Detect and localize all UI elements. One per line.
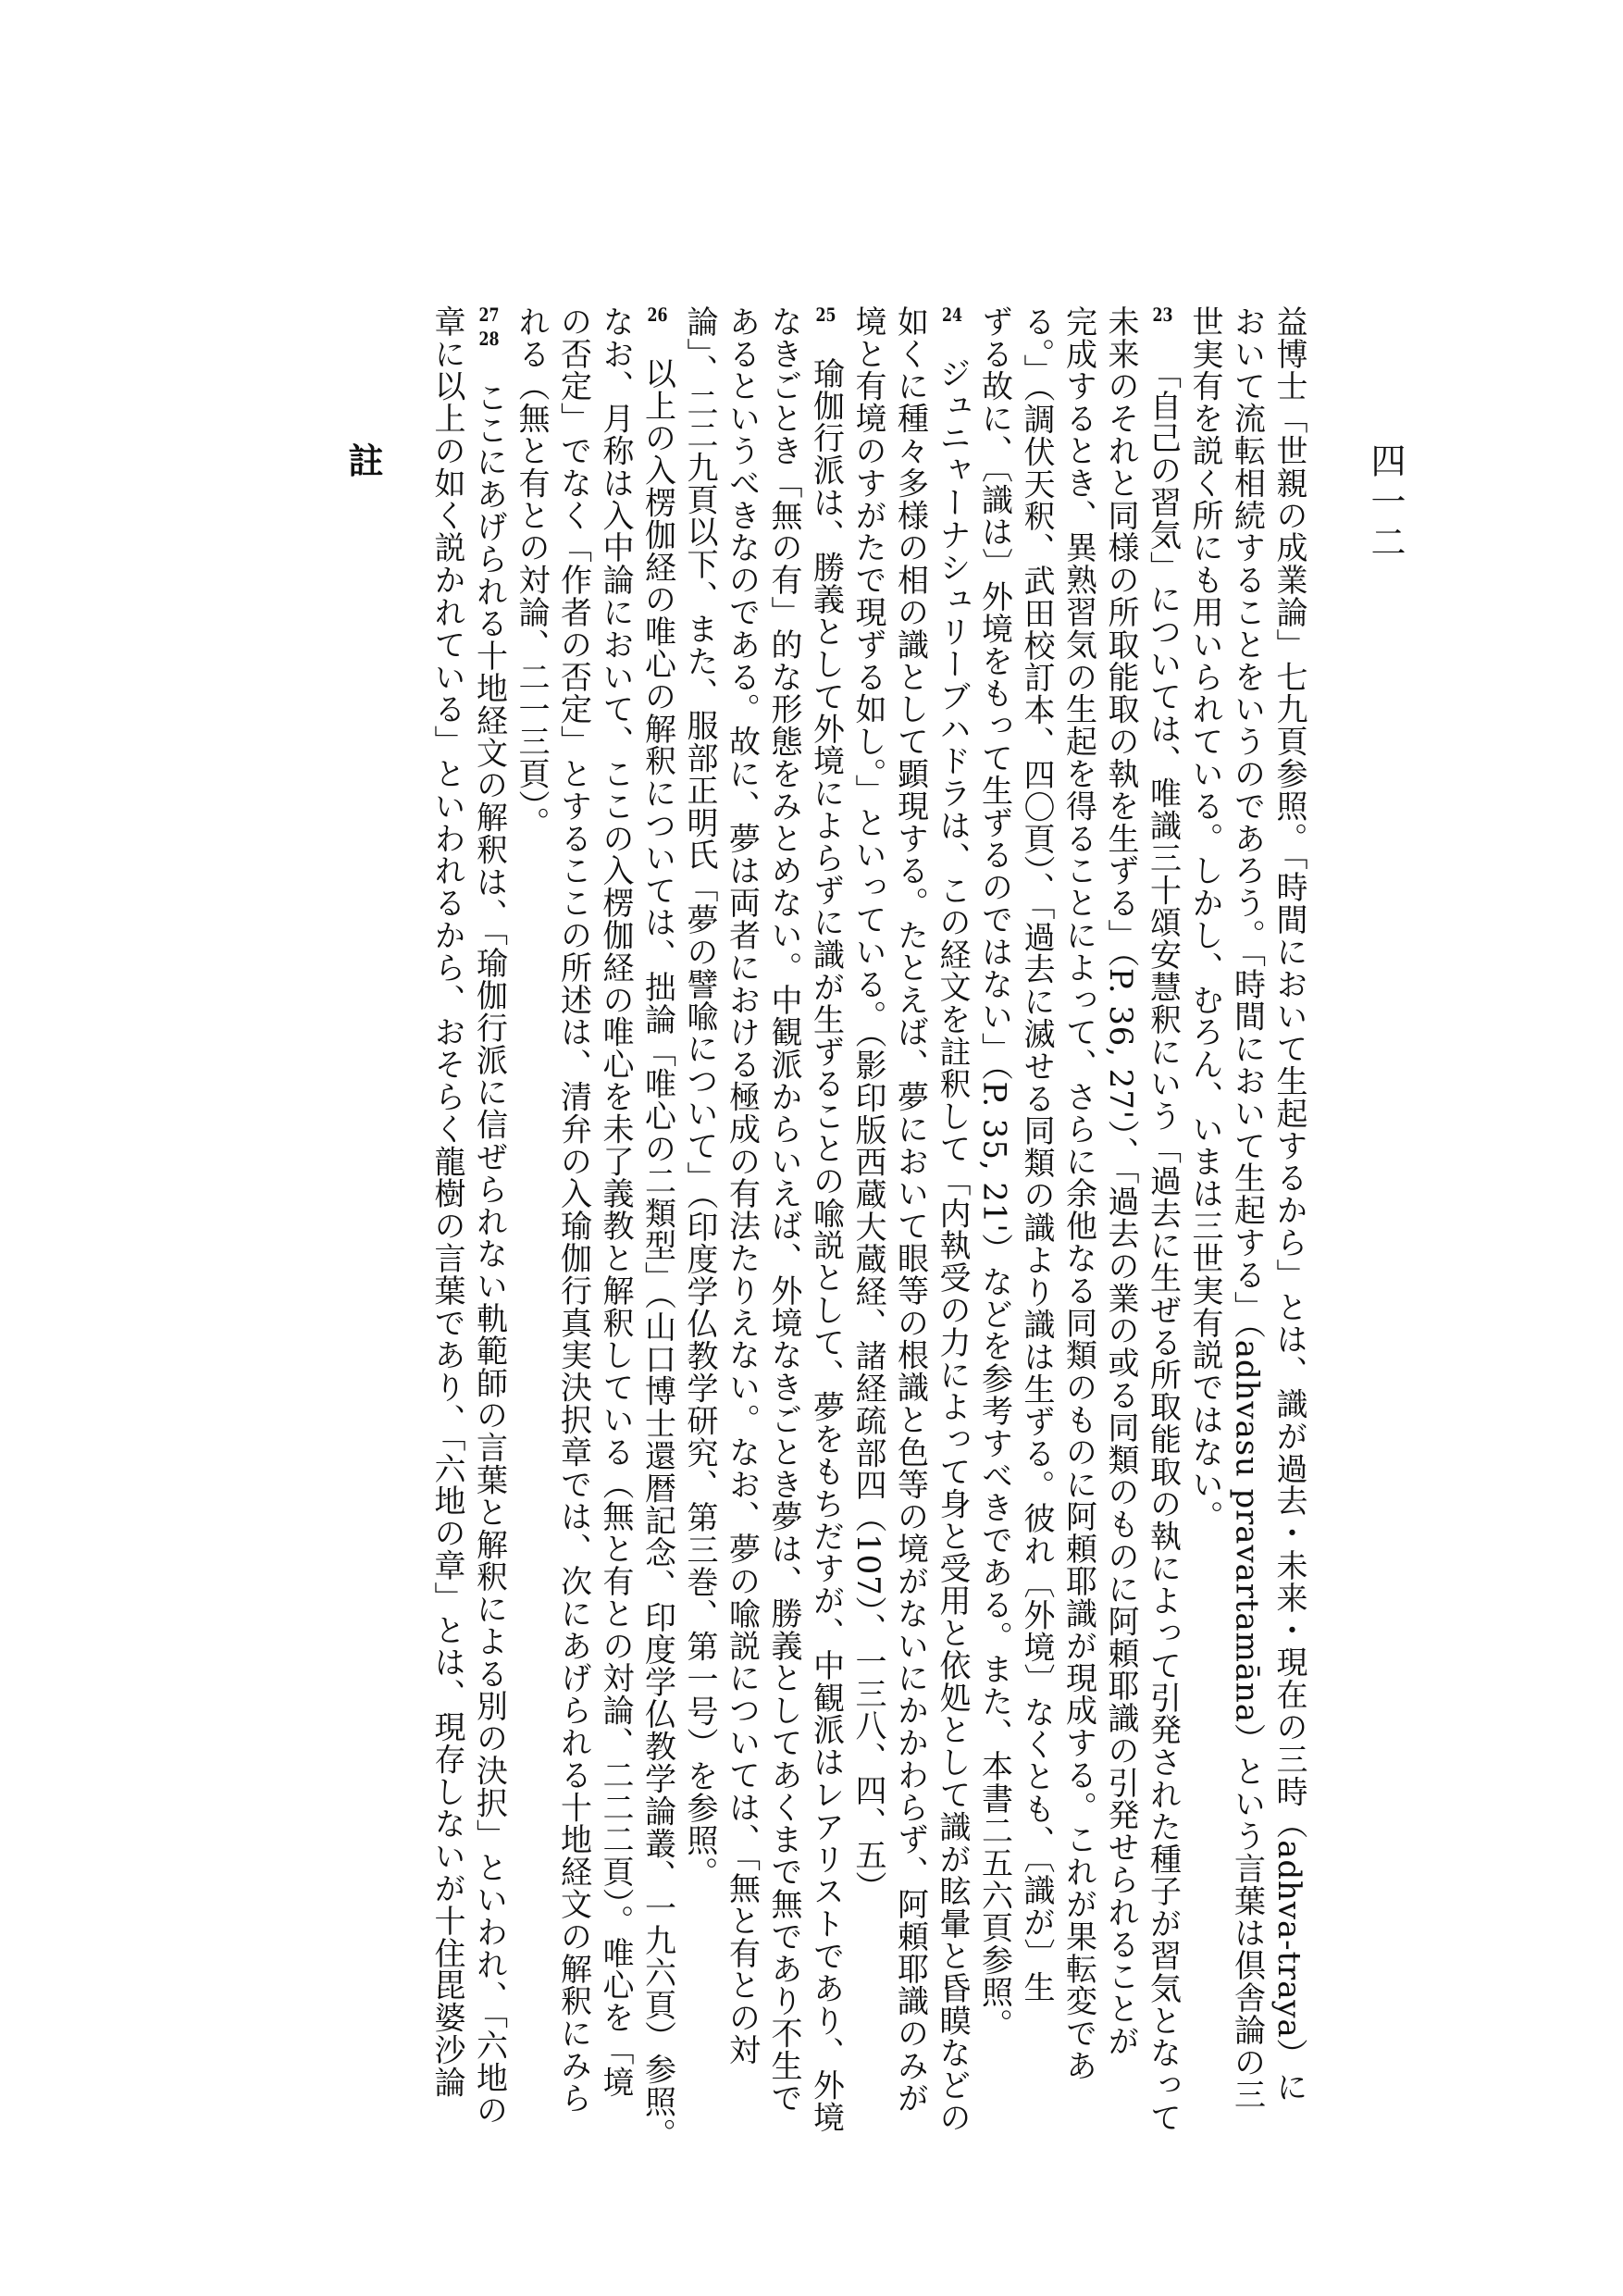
note-22-line-2: おいて流転相続することをいうのであろう。「時間において生起する」（adhvasu pravartamāna）という言葉は倶舎論の三 [1228, 305, 1266, 2111]
note-23-text-1: 「自己の習気」については、唯識三十頌安慧釈にいう「過去に生ぜる所取能取の執によって引発された種子が習気となって [1144, 357, 1182, 2134]
note-28-text-1: ここにあげられる十地経文の解釈は、「瑜伽行派に信ぜられない軌範師の言葉と解釈による別の決択」といわれ、「六地の [470, 381, 508, 2127]
page-number: 四一二 [1365, 442, 1406, 565]
note-24-line-1 [931, 305, 973, 2134]
note-23-line-3: 完成するとき、異熟習気の生起を得ることによって、さらに余他なる同類のものに阿頼耶識が現成する。これが果転変であ [1059, 305, 1097, 2082]
notes-body [236, 305, 1309, 2151]
note-25-line-2: なきごとき「無の有」的な形態をみとめない。中観派からいえば、外境なきごとき夢は、勝義としてあくまで無であり不生で [765, 305, 802, 2115]
note-22-line-3: 世実有を説く所にも用いられている。しかし、むろん、いまは三世実有説ではない。 [1186, 305, 1223, 1533]
note-27-28-line-1 [467, 305, 510, 2127]
note-number-24: 24 [942, 305, 962, 324]
running-header-title: 註 [342, 442, 384, 481]
note-23-line-2: 未来のそれと同様の所取能取の執を生ずる」（P. 36, 27'）、「過去の業の或る同類のものに阿頼耶識の引発せられることが [1102, 305, 1139, 2057]
note-number-23: 23 [1152, 305, 1173, 324]
note-23-line-5: ずる故に、〔識は〕外境をもって生ずるのではない」（P. 35, 21'）などを参考すべきである。また、本書二五六頁参照。 [975, 305, 1013, 2042]
note-25-line-1 [804, 305, 847, 2134]
note-24-line-3: 境と有境のすがたで現ずる如し。」といっている。（影印版西蔵大蔵経、諸経疏部四（107）、一三八、四、五） [849, 305, 886, 1904]
note-24-line-2: 如くに種々多様の相の識として顕現する。たとえば、夢において眼等の根識と色等の境がないにかかわらず、阿頼耶識のみが [891, 305, 929, 2115]
note-22-line-1: 益博士「世親の成業論」七九頁参照。「時間において生起するから」とは、識が過去・未来・現在の三時（adhva-traya）に [1270, 305, 1307, 2104]
note-28-line-2: 章に以上の如く説かれている」といわれるから、おそらく龍樹の言葉であり、「六地の章」とは、現存しないが十住毘婆沙論 [428, 305, 465, 2099]
note-23-line-1 [1141, 305, 1183, 2134]
note-24-text-1: ジュニャーナシュリーブハドラは、この経文を註釈して「内執受の力によって身と受用と依処として識が眩暈と昏瞙などの [934, 357, 971, 2134]
note-25-line-3: あるというべきなのである。故に、夢は両者における極成の有法たりえない。なお、夢の喩説については、「無と有との対 [723, 305, 761, 2066]
note-26-line-2: なお、月称は入中論において、ここの入楞伽経の唯心を未了義教と解釈している（無と有との対論、二二二頁）。唯心を「境 [597, 305, 634, 2099]
note-26-text-1: 以上の入楞伽経の唯心の解釈については、拙論「唯心の二類型」（山口博士還暦記念、印度学仏教学論叢、一九六頁）参照。 [638, 357, 676, 2151]
note-25-line-4: 論」、二二九頁以下、また、服部正明氏「夢の譬喩について」（印度学仏教学研究、第三巻、第一号）を参照。 [681, 305, 718, 1889]
note-number-27: 27 [478, 305, 500, 324]
note-26-line-3: の否定」でなく「作者の否定」とするここの所述は、清弁の入瑜伽行真実決択章では、次にあげられる十地経文の解釈にみら [554, 305, 592, 2115]
note-number-26: 26 [647, 305, 668, 324]
note-23-line-4: る。」（調伏天釈、武田校訂本、四〇頁）、「過去に滅せる同類の識より識は生ずる。彼れ〔外境〕なくとも、〔識が〕生 [1018, 305, 1055, 2004]
note-number-28: 28 [478, 329, 500, 348]
note-26-line-1 [636, 305, 678, 2151]
note-26-line-4: れる（無と有との対論、二一三頁）。 [513, 305, 550, 839]
note-25-text-1: 瑜伽行派は、勝義として外境によらずに識が生ずることの喩説として、夢をもちだすが、中観派はレアリストであり、外境 [807, 357, 845, 2134]
note-number-25: 25 [815, 305, 836, 324]
